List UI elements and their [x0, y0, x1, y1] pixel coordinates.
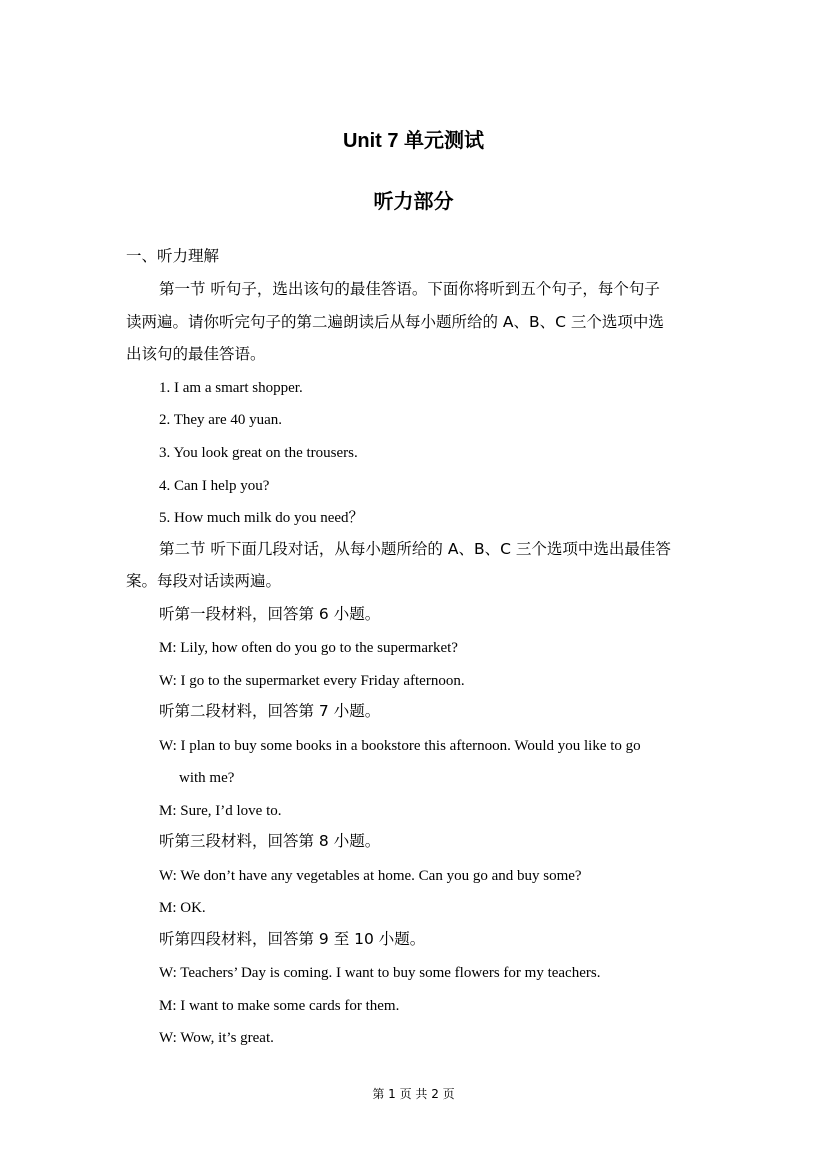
list-item: 5. How much milk do you need？: [159, 510, 364, 526]
page-title: Unit 7 单元测试: [342, 130, 485, 152]
material2-heading: 听第二段材料，回答第 7 小题。: [159, 702, 381, 720]
dialogue-line: W: I go to the supermarket every Friday afternoon.: [159, 673, 465, 689]
dialogue-line: M: I want to make some cards for them.: [159, 998, 400, 1014]
dialogue-line: M: OK.: [159, 900, 206, 916]
part1-instruction-line3: 出该句的最佳答语。: [126, 345, 266, 363]
material4-heading: 听第四段材料，回答第 9 至 10 小题。: [159, 930, 426, 948]
part1-instruction-line1: 第一节 听句子，选出该句的最佳答语。下面你将听到五个句子，每个句子: [159, 280, 660, 298]
dialogue-line: W: Teachers’ Day is coming. I want to buy some flowers for my teachers.: [159, 965, 601, 981]
part2-instruction-line2: 案。每段对话读两遍。: [126, 572, 282, 590]
dialogue-line: W: Wow, it’s great.: [159, 1030, 274, 1046]
list-item: 2. They are 40 yuan.: [159, 412, 283, 428]
list-item: 3. You look great on the trousers.: [159, 445, 358, 461]
part1-instruction-line2: 读两遍。请你听完句子的第二遍朗读后从每小题所给的 A、B、C 三个选项中选: [126, 313, 664, 331]
list-item: 1. I am a smart shopper.: [159, 380, 303, 396]
material1-heading: 听第一段材料，回答第 6 小题。: [159, 605, 381, 623]
page-subtitle: 听力部分: [373, 191, 454, 213]
dialogue-line: M: Lily, how often do you go to the supermarket?: [159, 640, 458, 656]
dialogue-line: W: I plan to buy some books in a bookstore this afternoon. Would you like to go: [159, 738, 641, 754]
material3-heading: 听第三段材料，回答第 8 小题。: [159, 832, 381, 850]
dialogue-line: M: Sure, I’d love to.: [159, 803, 282, 819]
dialogue-line-continuation: with me?: [179, 770, 235, 786]
page-footer: 第 1 页 共 2 页: [372, 1087, 455, 1101]
section-heading: 一、听力理解: [126, 247, 220, 265]
list-item: 4. Can I help you?: [159, 478, 270, 494]
dialogue-line: W: We don’t have any vegetables at home. Can you go and buy some?: [159, 868, 582, 884]
part2-instruction-line1: 第二节 听下面几段对话，从每小题所给的 A、B、C 三个选项中选出最佳答: [159, 540, 671, 558]
